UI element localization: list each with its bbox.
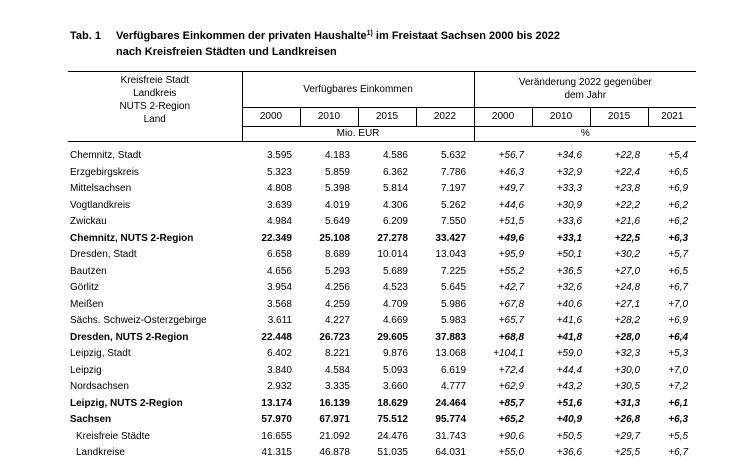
year-col: 2021 <box>648 107 696 126</box>
income-value: 16.655 <box>242 428 300 445</box>
change-value: +55,2 <box>474 263 532 280</box>
change-value: +68,8 <box>474 329 532 346</box>
change-value: +55,0 <box>474 445 532 461</box>
income-value: 3.639 <box>242 197 300 214</box>
income-value: 4.584 <box>300 362 358 379</box>
income-value: 4.656 <box>242 263 300 280</box>
income-value: 51.035 <box>358 445 416 461</box>
change-value: +32,9 <box>532 164 590 181</box>
table-row <box>68 412 696 429</box>
income-value: 24.476 <box>358 428 416 445</box>
change-value: +26,8 <box>590 412 648 429</box>
unit-income: Mio. EUR <box>242 126 474 141</box>
income-value: 8.689 <box>300 247 358 264</box>
income-value: 16.139 <box>300 395 358 412</box>
change-value: +50,5 <box>532 428 590 445</box>
income-value: 5.262 <box>416 197 474 214</box>
income-value: 4.808 <box>242 181 300 198</box>
table-row <box>68 247 696 264</box>
change-value: +43,2 <box>532 379 590 396</box>
income-value: 7.225 <box>416 263 474 280</box>
income-value: 3.840 <box>242 362 300 379</box>
income-value: 2.932 <box>242 379 300 396</box>
income-value: 4.019 <box>300 197 358 214</box>
income-value: 5.632 <box>416 148 474 165</box>
income-value: 6.619 <box>416 362 474 379</box>
change-value: +30,9 <box>532 197 590 214</box>
income-value: 57.970 <box>242 412 300 429</box>
income-value: 5.986 <box>416 296 474 313</box>
table-row <box>68 379 696 396</box>
group-income: Verfügbares Einkommen <box>242 72 474 108</box>
income-value: 22.349 <box>242 230 300 247</box>
income-value: 5.649 <box>300 214 358 231</box>
change-value: +41,8 <box>532 329 590 346</box>
change-value: +21,6 <box>590 214 648 231</box>
change-value: +65,2 <box>474 412 532 429</box>
change-value: +30,5 <box>590 379 648 396</box>
income-value: 13.068 <box>416 346 474 363</box>
income-value: 29.605 <box>358 329 416 346</box>
table-row <box>68 362 696 379</box>
income-value: 5.983 <box>416 313 474 330</box>
income-value: 4.669 <box>358 313 416 330</box>
table-row <box>68 395 696 412</box>
change-value: +42,7 <box>474 280 532 297</box>
income-value: 67.971 <box>300 412 358 429</box>
change-value: +6,2 <box>648 214 696 231</box>
year-col: 2010 <box>532 107 590 126</box>
income-value: 75.512 <box>358 412 416 429</box>
row-label: Dresden, NUTS 2-Region <box>68 329 242 346</box>
change-value: +6,3 <box>648 412 696 429</box>
change-value: +23,8 <box>590 181 648 198</box>
income-value: 6.402 <box>242 346 300 363</box>
table-row <box>68 197 696 214</box>
row-label: Zwickau <box>68 214 242 231</box>
change-value: +6,3 <box>648 230 696 247</box>
year-col: 2015 <box>590 107 648 126</box>
income-value: 4.984 <box>242 214 300 231</box>
change-value: +6,9 <box>648 313 696 330</box>
change-value: +25,5 <box>590 445 648 461</box>
change-value: +33,1 <box>532 230 590 247</box>
change-value: +7,0 <box>648 296 696 313</box>
change-value: +41,6 <box>532 313 590 330</box>
header-units-row <box>68 126 696 141</box>
income-value: 27.278 <box>358 230 416 247</box>
change-value: +5,3 <box>648 346 696 363</box>
income-value: 5.293 <box>300 263 358 280</box>
income-value: 4.227 <box>300 313 358 330</box>
change-value: +6,9 <box>648 181 696 198</box>
income-value: 7.550 <box>416 214 474 231</box>
change-value: +29,7 <box>590 428 648 445</box>
change-value: +6,5 <box>648 263 696 280</box>
income-value: 4.586 <box>358 148 416 165</box>
change-value: +5,7 <box>648 247 696 264</box>
change-value: +44,6 <box>474 197 532 214</box>
income-value: 4.709 <box>358 296 416 313</box>
income-value: 5.323 <box>242 164 300 181</box>
change-value: +95,9 <box>474 247 532 264</box>
income-value: 41.315 <box>242 445 300 461</box>
change-value: +24,8 <box>590 280 648 297</box>
change-value: +40,9 <box>532 412 590 429</box>
table-row <box>68 428 696 445</box>
change-value: +6,7 <box>648 280 696 297</box>
title-line-1: Verfügbares Einkommen der privaten Haushalte$^{1)}$ im Freistaat Sachsen 2000 bis 2022 <box>116 28 560 44</box>
income-value: 22.448 <box>242 329 300 346</box>
change-value: +51,5 <box>474 214 532 231</box>
change-value: +28,2 <box>590 313 648 330</box>
change-value: +6,1 <box>648 395 696 412</box>
income-value: 3.611 <box>242 313 300 330</box>
row-label: Leipzig, Stadt <box>68 346 242 363</box>
year-col: 2000 <box>242 107 300 126</box>
income-value: 10.014 <box>358 247 416 264</box>
income-value: 4.523 <box>358 280 416 297</box>
change-value: +72,4 <box>474 362 532 379</box>
income-value: 18.629 <box>358 395 416 412</box>
change-value: +44,4 <box>532 362 590 379</box>
income-value: 9.876 <box>358 346 416 363</box>
footnote-marker: 1) <box>367 30 373 37</box>
title-line-2: nach Kreisfreien Städten und Landkreisen <box>116 44 337 60</box>
change-value: +22,8 <box>590 148 648 165</box>
year-col: 2000 <box>474 107 532 126</box>
table-body <box>68 141 696 461</box>
income-value: 95.774 <box>416 412 474 429</box>
table-row <box>68 164 696 181</box>
change-value: +6,5 <box>648 164 696 181</box>
row-label: Chemnitz, NUTS 2-Region <box>68 230 242 247</box>
stub-header: Kreisfreie Stadt Landkreis NUTS 2-Region Land <box>68 72 242 127</box>
change-value: +46,3 <box>474 164 532 181</box>
income-value: 7.786 <box>416 164 474 181</box>
row-label: Görlitz <box>68 280 242 297</box>
income-value: 46.878 <box>300 445 358 461</box>
table-row <box>68 445 696 461</box>
change-value: +56,7 <box>474 148 532 165</box>
income-value: 7.197 <box>416 181 474 198</box>
row-label: Sächs. Schweiz-Osterzgebirge <box>68 313 242 330</box>
change-value: +85,7 <box>474 395 532 412</box>
row-label: Sachsen <box>68 412 242 429</box>
change-value: +104,1 <box>474 346 532 363</box>
income-value: 4.306 <box>358 197 416 214</box>
income-value: 13.043 <box>416 247 474 264</box>
change-value: +27,0 <box>590 263 648 280</box>
change-value: +40,6 <box>532 296 590 313</box>
change-value: +22,5 <box>590 230 648 247</box>
change-value: +65,7 <box>474 313 532 330</box>
table-row <box>68 329 696 346</box>
income-value: 3.335 <box>300 379 358 396</box>
change-value: +30,0 <box>590 362 648 379</box>
row-label: Meißen <box>68 296 242 313</box>
income-value: 6.209 <box>358 214 416 231</box>
row-label: Erzgebirgskreis <box>68 164 242 181</box>
change-value: +62,9 <box>474 379 532 396</box>
header-row-1 <box>68 72 696 108</box>
change-value: +49,7 <box>474 181 532 198</box>
change-value: +6,7 <box>648 445 696 461</box>
table-row <box>68 214 696 231</box>
row-label: Bautzen <box>68 263 242 280</box>
change-value: +90,6 <box>474 428 532 445</box>
row-label: Leipzig <box>68 362 242 379</box>
table-row <box>68 148 696 165</box>
table-row <box>68 230 696 247</box>
income-value: 33.427 <box>416 230 474 247</box>
change-value: +6,4 <box>648 329 696 346</box>
change-value: +7,2 <box>648 379 696 396</box>
change-value: +22,2 <box>590 197 648 214</box>
row-label: Chemnitz, Stadt <box>68 148 242 165</box>
group-change: Veränderung 2022 gegenüber dem Jahr <box>474 72 696 108</box>
income-value: 5.689 <box>358 263 416 280</box>
change-value: +51,6 <box>532 395 590 412</box>
table-row <box>68 346 696 363</box>
table-row <box>68 263 696 280</box>
income-value: 4.259 <box>300 296 358 313</box>
change-value: +31,3 <box>590 395 648 412</box>
unit-change: % <box>474 126 696 141</box>
income-value: 5.645 <box>416 280 474 297</box>
income-value: 3.595 <box>242 148 300 165</box>
income-value: 5.859 <box>300 164 358 181</box>
row-label: Vogtlandkreis <box>68 197 242 214</box>
change-value: +32,3 <box>590 346 648 363</box>
income-value: 4.777 <box>416 379 474 396</box>
table-row <box>68 181 696 198</box>
table-row <box>68 296 696 313</box>
row-label: Kreisfreie Städte <box>68 428 242 445</box>
table-number: Tab. 1 <box>70 28 110 44</box>
income-value: 3.954 <box>242 280 300 297</box>
change-value: +34,6 <box>532 148 590 165</box>
income-value: 37.883 <box>416 329 474 346</box>
table-row <box>68 313 696 330</box>
change-value: +36,5 <box>532 263 590 280</box>
change-value: +22,4 <box>590 164 648 181</box>
income-value: 6.362 <box>358 164 416 181</box>
row-label: Landkreise <box>68 445 242 461</box>
change-value: +33,3 <box>532 181 590 198</box>
change-value: +7,0 <box>648 362 696 379</box>
income-value: 5.814 <box>358 181 416 198</box>
change-value: +5,4 <box>648 148 696 165</box>
income-value: 21.092 <box>300 428 358 445</box>
income-value: 31.743 <box>416 428 474 445</box>
income-value: 13.174 <box>242 395 300 412</box>
change-value: +5,5 <box>648 428 696 445</box>
income-value: 3.660 <box>358 379 416 396</box>
income-value: 4.256 <box>300 280 358 297</box>
change-value: +32,6 <box>532 280 590 297</box>
income-value: 24.464 <box>416 395 474 412</box>
income-value: 26.723 <box>300 329 358 346</box>
row-label: Leipzig, NUTS 2-Region <box>68 395 242 412</box>
change-value: +49,6 <box>474 230 532 247</box>
change-value: +33,6 <box>532 214 590 231</box>
year-col: 2015 <box>358 107 416 126</box>
income-value: 8.221 <box>300 346 358 363</box>
change-value: +27,1 <box>590 296 648 313</box>
row-label: Nordsachsen <box>68 379 242 396</box>
change-value: +28,0 <box>590 329 648 346</box>
income-value: 6.658 <box>242 247 300 264</box>
row-label: Dresden, Stadt <box>68 247 242 264</box>
income-table <box>68 71 696 461</box>
income-value: 64.031 <box>416 445 474 461</box>
income-value: 3.568 <box>242 296 300 313</box>
income-value: 4.183 <box>300 148 358 165</box>
change-value: +67,8 <box>474 296 532 313</box>
year-col: 2022 <box>416 107 474 126</box>
change-value: +50,1 <box>532 247 590 264</box>
change-value: +59,0 <box>532 346 590 363</box>
change-value: +6,2 <box>648 197 696 214</box>
year-col: 2010 <box>300 107 358 126</box>
change-value: +36,6 <box>532 445 590 461</box>
income-value: 5.093 <box>358 362 416 379</box>
row-label: Mittelsachsen <box>68 181 242 198</box>
table-row <box>68 280 696 297</box>
change-value: +30,2 <box>590 247 648 264</box>
income-value: 5.398 <box>300 181 358 198</box>
income-value: 25.108 <box>300 230 358 247</box>
